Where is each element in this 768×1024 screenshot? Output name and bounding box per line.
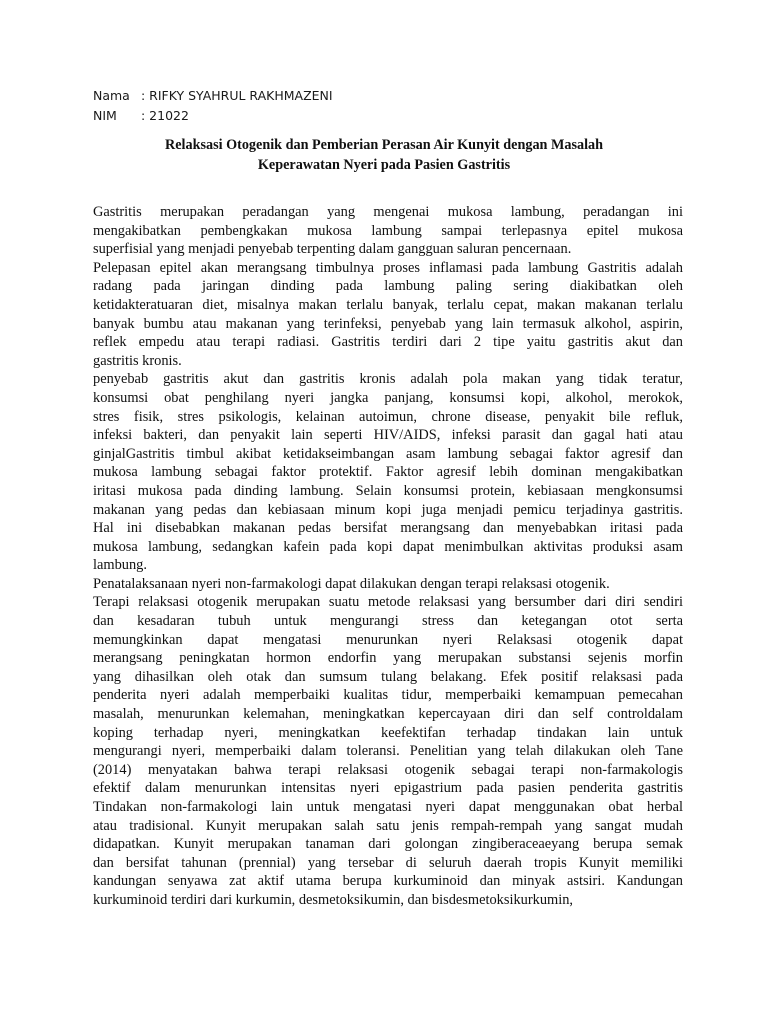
body-line: ketidakteratuaran diet, misalnya makan terlalu banyak, terlalu cepat, makan makanan terlalu: [93, 296, 683, 313]
body-line: Gastritis merupakan peradangan yang mengenai mukosa lambung, peradangan ini: [93, 204, 683, 220]
body-line: Terapi relaksasi otogenik merupakan suatu metode relaksasi yang bersumber dari diri sendiri: [93, 594, 683, 611]
body-line: Penatalaksanaan nyeri non-farmakologi dapat dilakukan dengan terapi relaksasi otogenik.: [93, 575, 610, 592]
body-line: ginjalGastritis timbul akibat ketidakseimbangan asam lambung sebagai faktor agresif dan: [93, 445, 683, 462]
body-line: koping terhadap nyeri, meningkatkan keefektifan terhadap tindakan lain untuk: [93, 724, 683, 741]
body-line: (2014) menyatakan bahwa terapi relaksasi otogenik sebagai terapi non-farmakologis: [93, 761, 683, 778]
title-line-1: Relaksasi Otogenik dan Pemberian Perasan Air Kunyit dengan Masalah: [164, 137, 604, 153]
body-line: kandungan senyawa zat aktif utama berupa kurkuminoid dan minyak astsiri. Kandungan: [93, 873, 683, 890]
body-line: makanan yang pedas dan kebiasaan minum kopi juga menjadi pemicu terjadinya gastritis.: [93, 501, 683, 518]
body-line: didapatkan. Kunyit merupakan tanaman dari golongan zingiberaceaeyang berupa semak: [93, 836, 683, 853]
body-line: dan bersifat tahunan (prennial) yang tersebar di seluruh daerah tropis Kunyit memiliki: [93, 854, 683, 871]
body-line: gastritis kronis.: [93, 352, 182, 369]
body-line: mengurangi nyeri, memperbaiki dalam toleransi. Penelitian yang telah dilakukan oleh Tane: [93, 743, 683, 760]
body-line: stres fisik, stres psikologis, kelainan autoimun, chrone disease, penyakit bile refluk,: [93, 408, 683, 425]
body-line: iritasi mukosa pada dinding lambung. Selain konsumsi protein, kebiasaan mengkonsumsi: [93, 482, 683, 499]
body-line: efektif dalam menurunkan intensitas nyeri epigastrium pada pasien penderita gastritis: [93, 780, 683, 797]
nim-value: : 21022: [141, 108, 189, 123]
document-title: [93, 135, 675, 175]
body-line: mengakibatkan pembengkakan mukosa lambung sampai terlepasnya epitel mukosa: [93, 222, 683, 239]
name-value: : RIFKY SYAHRUL RAKHMAZENI: [141, 88, 333, 103]
name-label: Nama: [93, 88, 130, 103]
body-line: penderita nyeri adalah memperbaiki kualitas tidur, memperbaiki kemampuan pemecahan: [93, 687, 683, 704]
body-line: mukosa lambung sebagai faktor protektif. Faktor agresif lebih dominan mengakibatkan: [93, 464, 683, 481]
student-info: [93, 86, 333, 126]
body-line: reflek empedu atau terapi radiasi. Gastritis terdiri dari 2 tipe yaitu gastritis akut dan: [93, 334, 683, 351]
body-line: superfisial yang menjadi penyebab terpenting dalam gangguan saluran pencernaan.: [93, 241, 572, 258]
body-line: kurkuminoid terdiri dari kurkumin, desmetoksikumin, dan bisdesmetoksikurkumin,: [93, 891, 574, 908]
body-line: atau tradisional. Kunyit merupakan salah satu jenis rempah-rempah yang sangat mudah: [93, 817, 683, 834]
body-line: dan kesadaran tubuh untuk mengurangi stress dan ketegangan otot serta: [93, 613, 683, 630]
document-body: [93, 203, 683, 910]
body-line: banyak bumbu atau makanan yang terinfeksi, penyebab yang lain termasuk alkohol, aspirin,: [93, 315, 683, 332]
body-line: infeksi bakteri, dan penyakit lain seperti HIV/AIDS, infeksi parasit dan gagal hati atau: [93, 427, 683, 444]
nim-row: [93, 106, 333, 126]
body-line: memungkinkan dapat mengatasi menurunkan nyeri Relaksasi otogenik dapat: [93, 631, 683, 648]
body-line: Pelepasan epitel akan merangsang timbulnya proses inflamasi pada lambung Gastritis adalah: [93, 259, 683, 276]
name-row: [93, 86, 333, 106]
title-line-2: Keperawatan Nyeri pada Pasien Gastritis: [257, 157, 511, 173]
body-line: penyebab gastritis akut dan gastritis kronis adalah pola makan yang tidak teratur,: [93, 371, 683, 388]
body-line: konsumsi obat penghilang nyeri jangka panjang, konsumsi kopi, alkohol, merokok,: [93, 389, 683, 406]
nim-label: NIM: [93, 108, 117, 123]
body-line: Hal ini disebabkan makanan pedas bersifat merangsang dan menyebabkan iritasi pada: [93, 520, 683, 537]
body-line: masalah, menurunkan kelemahan, meningkatkan kepercayaan diri dan self controldalam: [93, 706, 683, 723]
body-line: Tindakan non-farmakologi lain untuk mengatasi nyeri dapat menggunakan obat herbal: [93, 799, 683, 815]
body-line: mukosa lambung, sedangkan kafein pada kopi dapat menimbulkan aktivitas produksi asam: [93, 538, 683, 555]
body-line: lambung.: [93, 557, 147, 574]
body-line: merangsang peningkatan hormon endorfin yang merupakan substansi sejenis morfin: [93, 650, 683, 667]
body-line: yang dihasilkan oleh otak dan sumsum tulang belakang. Efek positif relaksasi pada: [93, 668, 683, 685]
body-line: radang pada jaringan dinding pada lambung paling sering diakibatkan oleh: [93, 278, 683, 295]
